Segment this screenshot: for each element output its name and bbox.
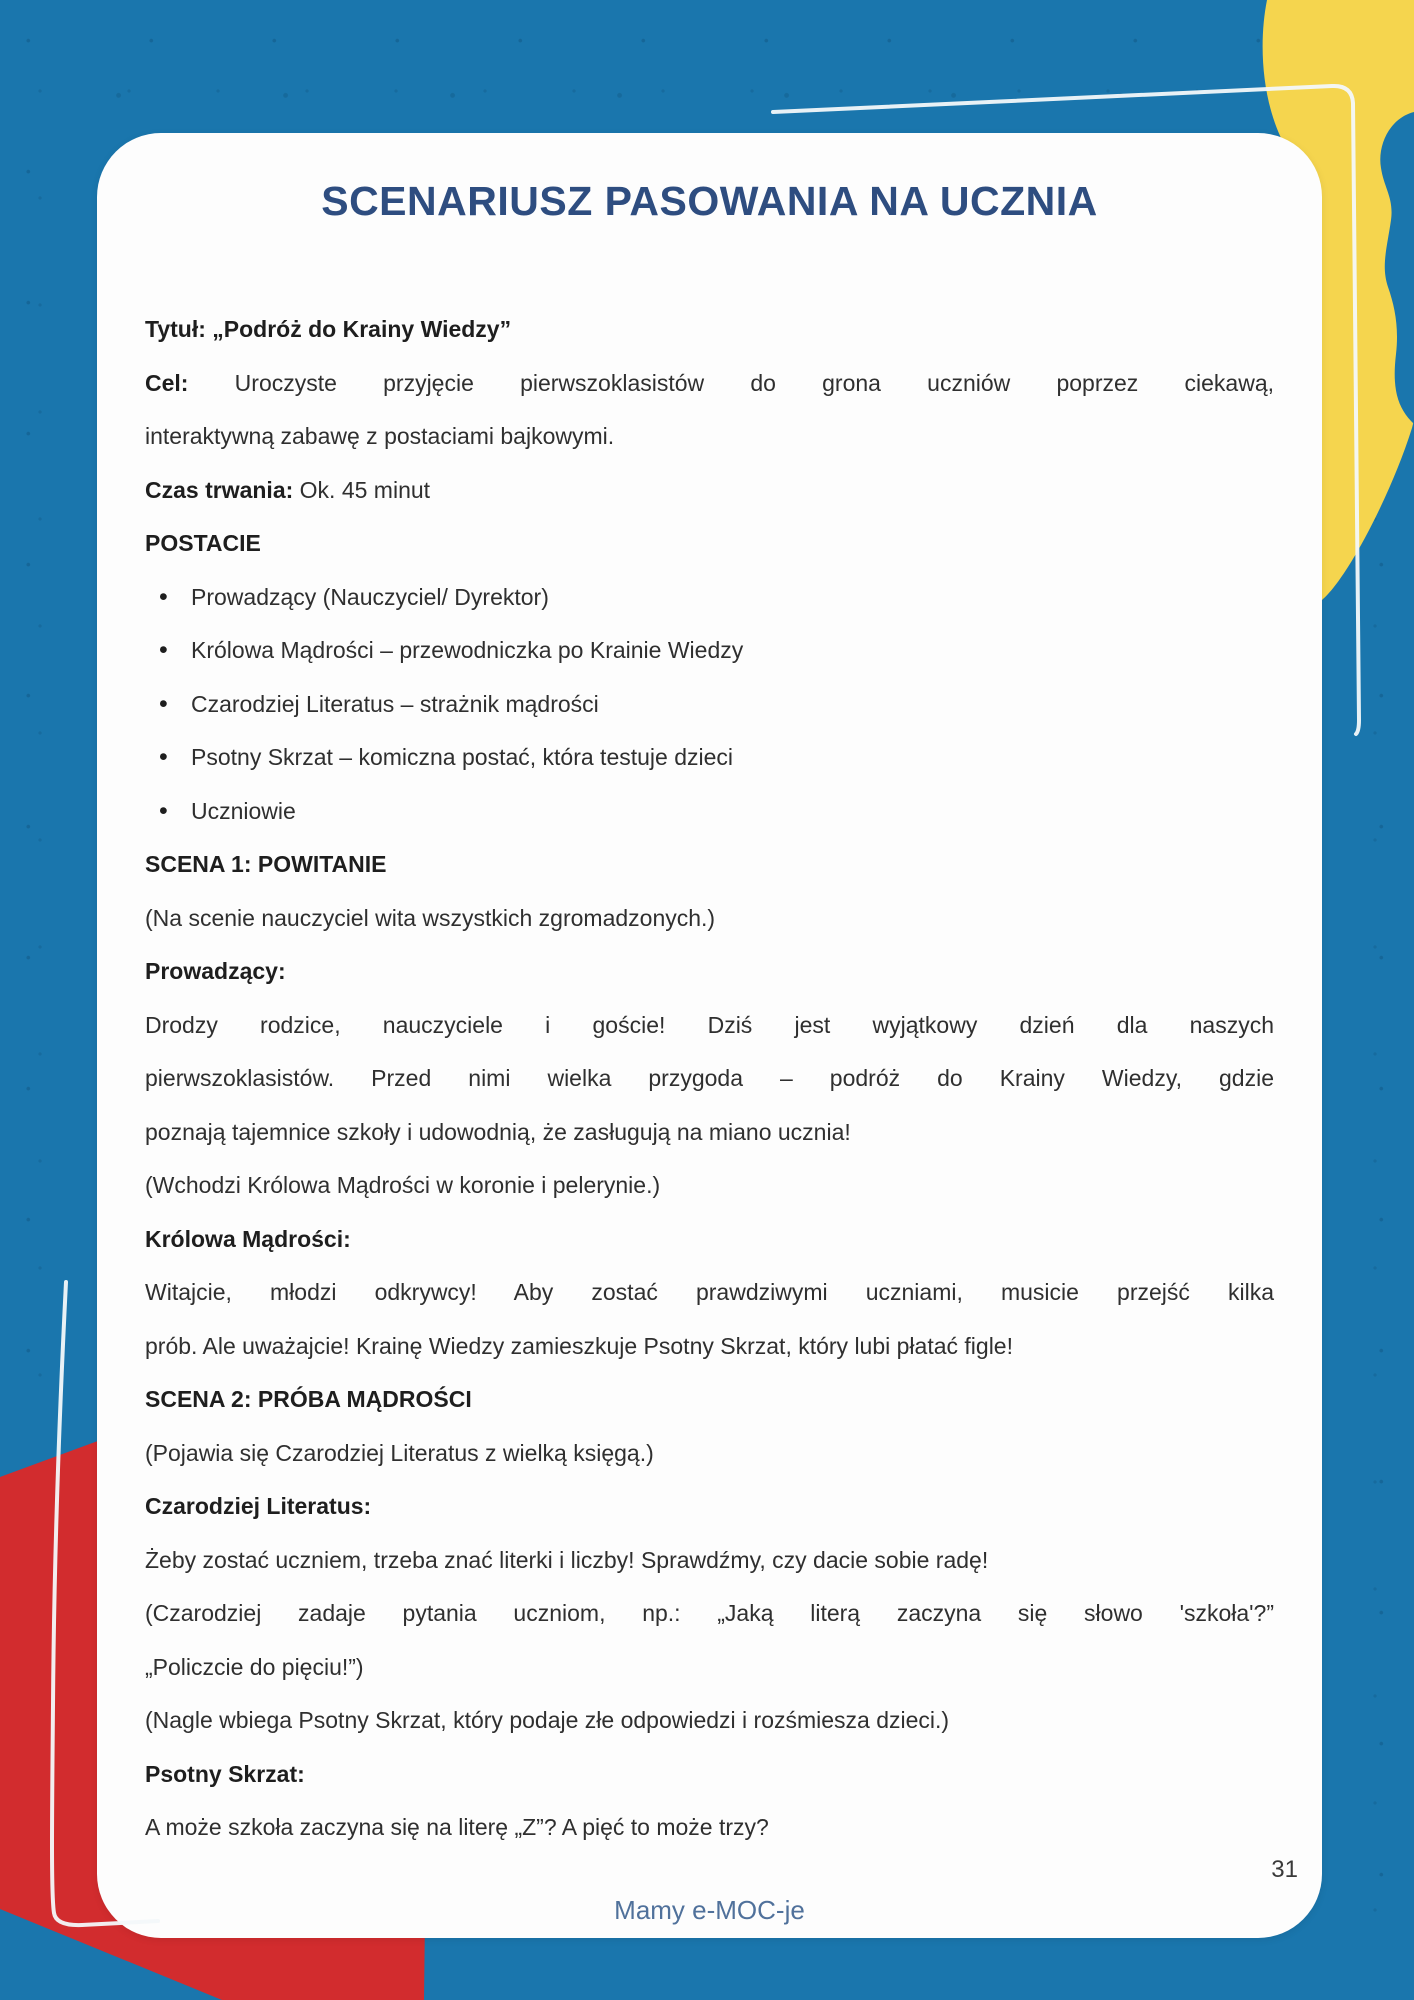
page-title: SCENARIUSZ PASOWANIA NA UCZNIA (321, 178, 1098, 224)
line-text: poznają tajemnice szkoły i udowodnią, że zasługują na miano ucznia! (145, 1118, 851, 1145)
line-text: (Wchodzi Królowa Mądrości w koronie i pelerynie.) (145, 1172, 661, 1198)
line-text: Królowa Mądrości – przewodniczka po Krainie Wiedzy (191, 637, 744, 663)
bullet-dot: • (159, 636, 168, 664)
line-label: Cel: (145, 369, 189, 396)
line-label: Królowa Mądrości: (145, 1225, 351, 1252)
line-text: Żeby zostać uczniem, trzeba znać literki i liczby! Sprawdźmy, czy dacie sobie radę! (145, 1546, 989, 1573)
white-frame-line-bottom-left (52, 1282, 158, 1925)
line-text: (Na scenie nauczyciel wita wszystkich zgromadzonych.) (145, 904, 716, 931)
line-text: prób. Ale uważajcie! Krainę Wiedzy zamieszkuje Psotny Skrzat, który lubi płatać figle! (145, 1332, 1013, 1359)
line-text: Uroczyste przyjęcie pierwszoklasistów do grona uczniów poprzez ciekawą, (234, 369, 1274, 396)
bullet-dot: • (159, 689, 168, 718)
line-text: Drodzy rodzice, nauczyciele i goście! Dziś jest wyjątkowy dzień dla naszych (145, 1011, 1274, 1038)
line-text: (Czarodziej zadaje pytania uczniom, np.: „Jaką literą zaczyna się słowo 'szkoła'?” (145, 1600, 1274, 1626)
line-text: Czarodziej Literatus – strażnik mądrości (191, 690, 599, 717)
line-label: Tytuł: „Podróż do Krainy Wiedzy” (145, 316, 512, 342)
line-text: Ok. 45 minut (299, 476, 431, 503)
line-text: Uczniowie (191, 797, 296, 824)
white-frame-line-top-right (773, 86, 1359, 734)
line-text: Witajcie, młodzi odkrywcy! Aby zostać prawdziwymi uczniami, musicie przejść kilka (145, 1279, 1274, 1305)
line-label: Prowadzący: (145, 958, 286, 984)
line-label: POSTACIE (145, 530, 261, 556)
footer-text: Mamy e-MOC-je (614, 1895, 805, 1925)
line-label: Czarodziej Literatus: (145, 1493, 372, 1519)
line-text: (Nagle wbiega Psotny Skrzat, który podaje złe odpowiedzi i rozśmiesza dzieci.) (145, 1707, 950, 1733)
line-text: (Pojawia się Czarodziej Literatus z wielką księgą.) (145, 1439, 654, 1466)
line-label: Psotny Skrzat: (145, 1760, 305, 1787)
line-text: A może szkoła zaczyna się na literę „Z”? A pięć to może trzy? (145, 1814, 769, 1840)
line-label: SCENA 1: POWITANIE (145, 851, 387, 877)
line-text: interaktywną zabawę z postaciami bajkowymi. (145, 423, 615, 449)
line-text: Psotny Skrzat – komiczna postać, która testuje dzieci (191, 744, 734, 770)
line-text: Prowadzący (Nauczyciel/ Dyrektor) (191, 583, 549, 610)
bullet-dot: • (159, 796, 168, 825)
line-label: SCENA 2: PRÓBA MĄDROŚCI (145, 1386, 472, 1412)
bullet-dot: • (159, 743, 168, 771)
bullet-dot: • (159, 582, 168, 611)
line-text: „Policzcie do pięciu!”) (145, 1653, 364, 1680)
page-number: 31 (1271, 1856, 1298, 1883)
line-label: Czas trwania: (145, 476, 294, 503)
line-text: pierwszoklasistów. Przed nimi wielka przygoda – podróż do Krainy Wiedzy, gdzie (145, 1065, 1274, 1091)
